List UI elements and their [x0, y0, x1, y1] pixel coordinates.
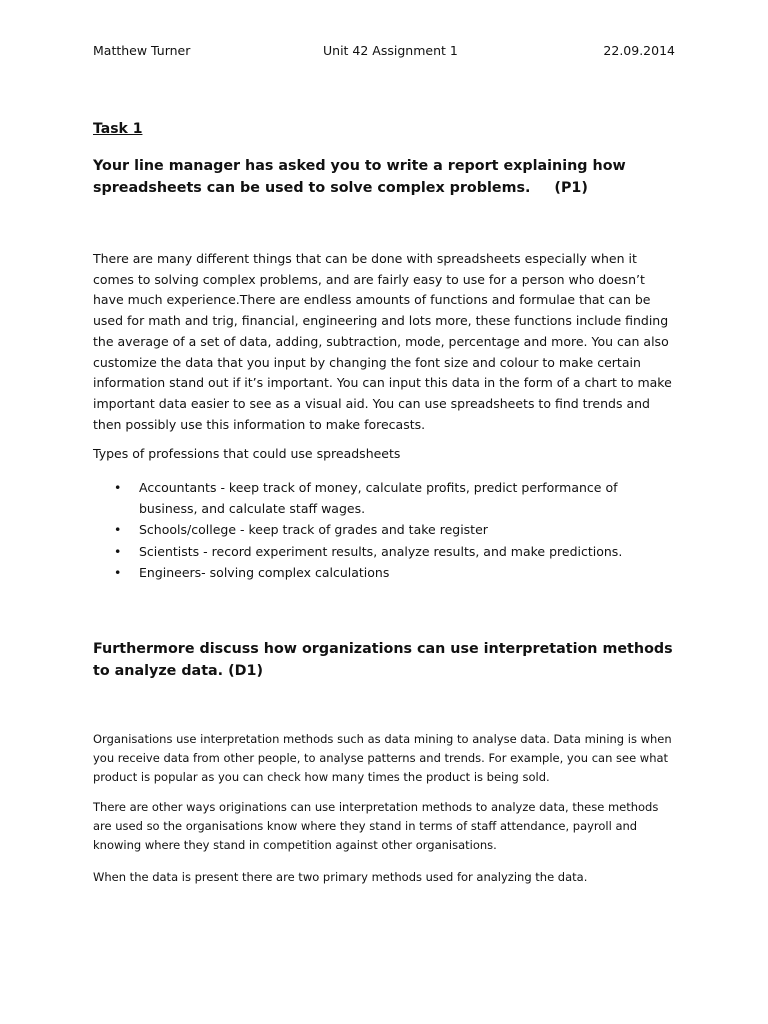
question-p1-text: Your line manager has asked you to write a report explaining how spreadsheets can be used to solve complex problems.	[93, 158, 626, 196]
list-item-text: Scientists - record experiment results, analyze results, and make predictions.	[139, 543, 623, 559]
professions-intro: Types of professions that could use spreadsheets	[93, 446, 401, 461]
page-header	[93, 43, 675, 61]
task-title: Task 1	[93, 121, 143, 137]
list-item	[93, 478, 653, 519]
other-paragraph: There are other ways originations can use interpretation methods to analyze data, these methods are used so the organisations know where they stand in terms of staff attendance, payroll and knowing where they stand in competition against other organisations.	[93, 800, 659, 852]
header-date: 22.09.2014	[603, 43, 675, 58]
bullet-icon: •	[114, 565, 122, 580]
header-author: Matthew Turner	[93, 43, 191, 58]
list-item-text: Engineers- solving complex calculations	[139, 565, 390, 580]
bullet-icon: •	[114, 522, 122, 537]
bullet-icon: •	[114, 543, 122, 559]
list-item-text: Schools/college - keep track of grades and take register	[139, 522, 488, 537]
list-item-text: Accountants - keep track of money, calculate profits, predict performance of business, and calculate staff wages.	[139, 480, 618, 516]
intro-paragraph: There are many different things that can be done with spreadsheets especially when it comes to solving complex problems, and are fairly easy to use for a person who doesn’t have much experience.There are endless amounts of functions and formulae that can be used for math and trig, financial, engineering and lots more, these functions include finding the average of a set of data, adding, subtraction, mode, percentage and more. You can also customize the data that you input by changing the font size and colour to make certain information stand out if it’s important. You can input this data in the form of a chart to make important data easier to see as a visual aid. You can use spreadsheets to find trends and then possibly use this information to make forecasts.	[93, 251, 672, 432]
primary-paragraph: When the data is present there are two primary methods used for analyzing the data.	[93, 870, 588, 884]
list-item	[93, 520, 653, 541]
question-p1	[93, 156, 678, 199]
header-unit: Unit 42 Assignment 1	[323, 43, 458, 58]
question-d1: Furthermore discuss how organizations can use interpretation methods to analyze data. (D1)	[93, 641, 673, 679]
list-item	[93, 563, 653, 584]
list-item	[93, 542, 653, 563]
question-p1-ref: (P1)	[554, 179, 588, 196]
org-paragraph: Organisations use interpretation methods such as data mining to analyse data. Data mining is when you receive data from other people, to analyse patterns and trends. For example, you can see what product is popular as you can check how many times the product is being sold.	[93, 732, 672, 784]
bullet-icon: •	[114, 480, 122, 495]
professions-list	[93, 478, 653, 585]
